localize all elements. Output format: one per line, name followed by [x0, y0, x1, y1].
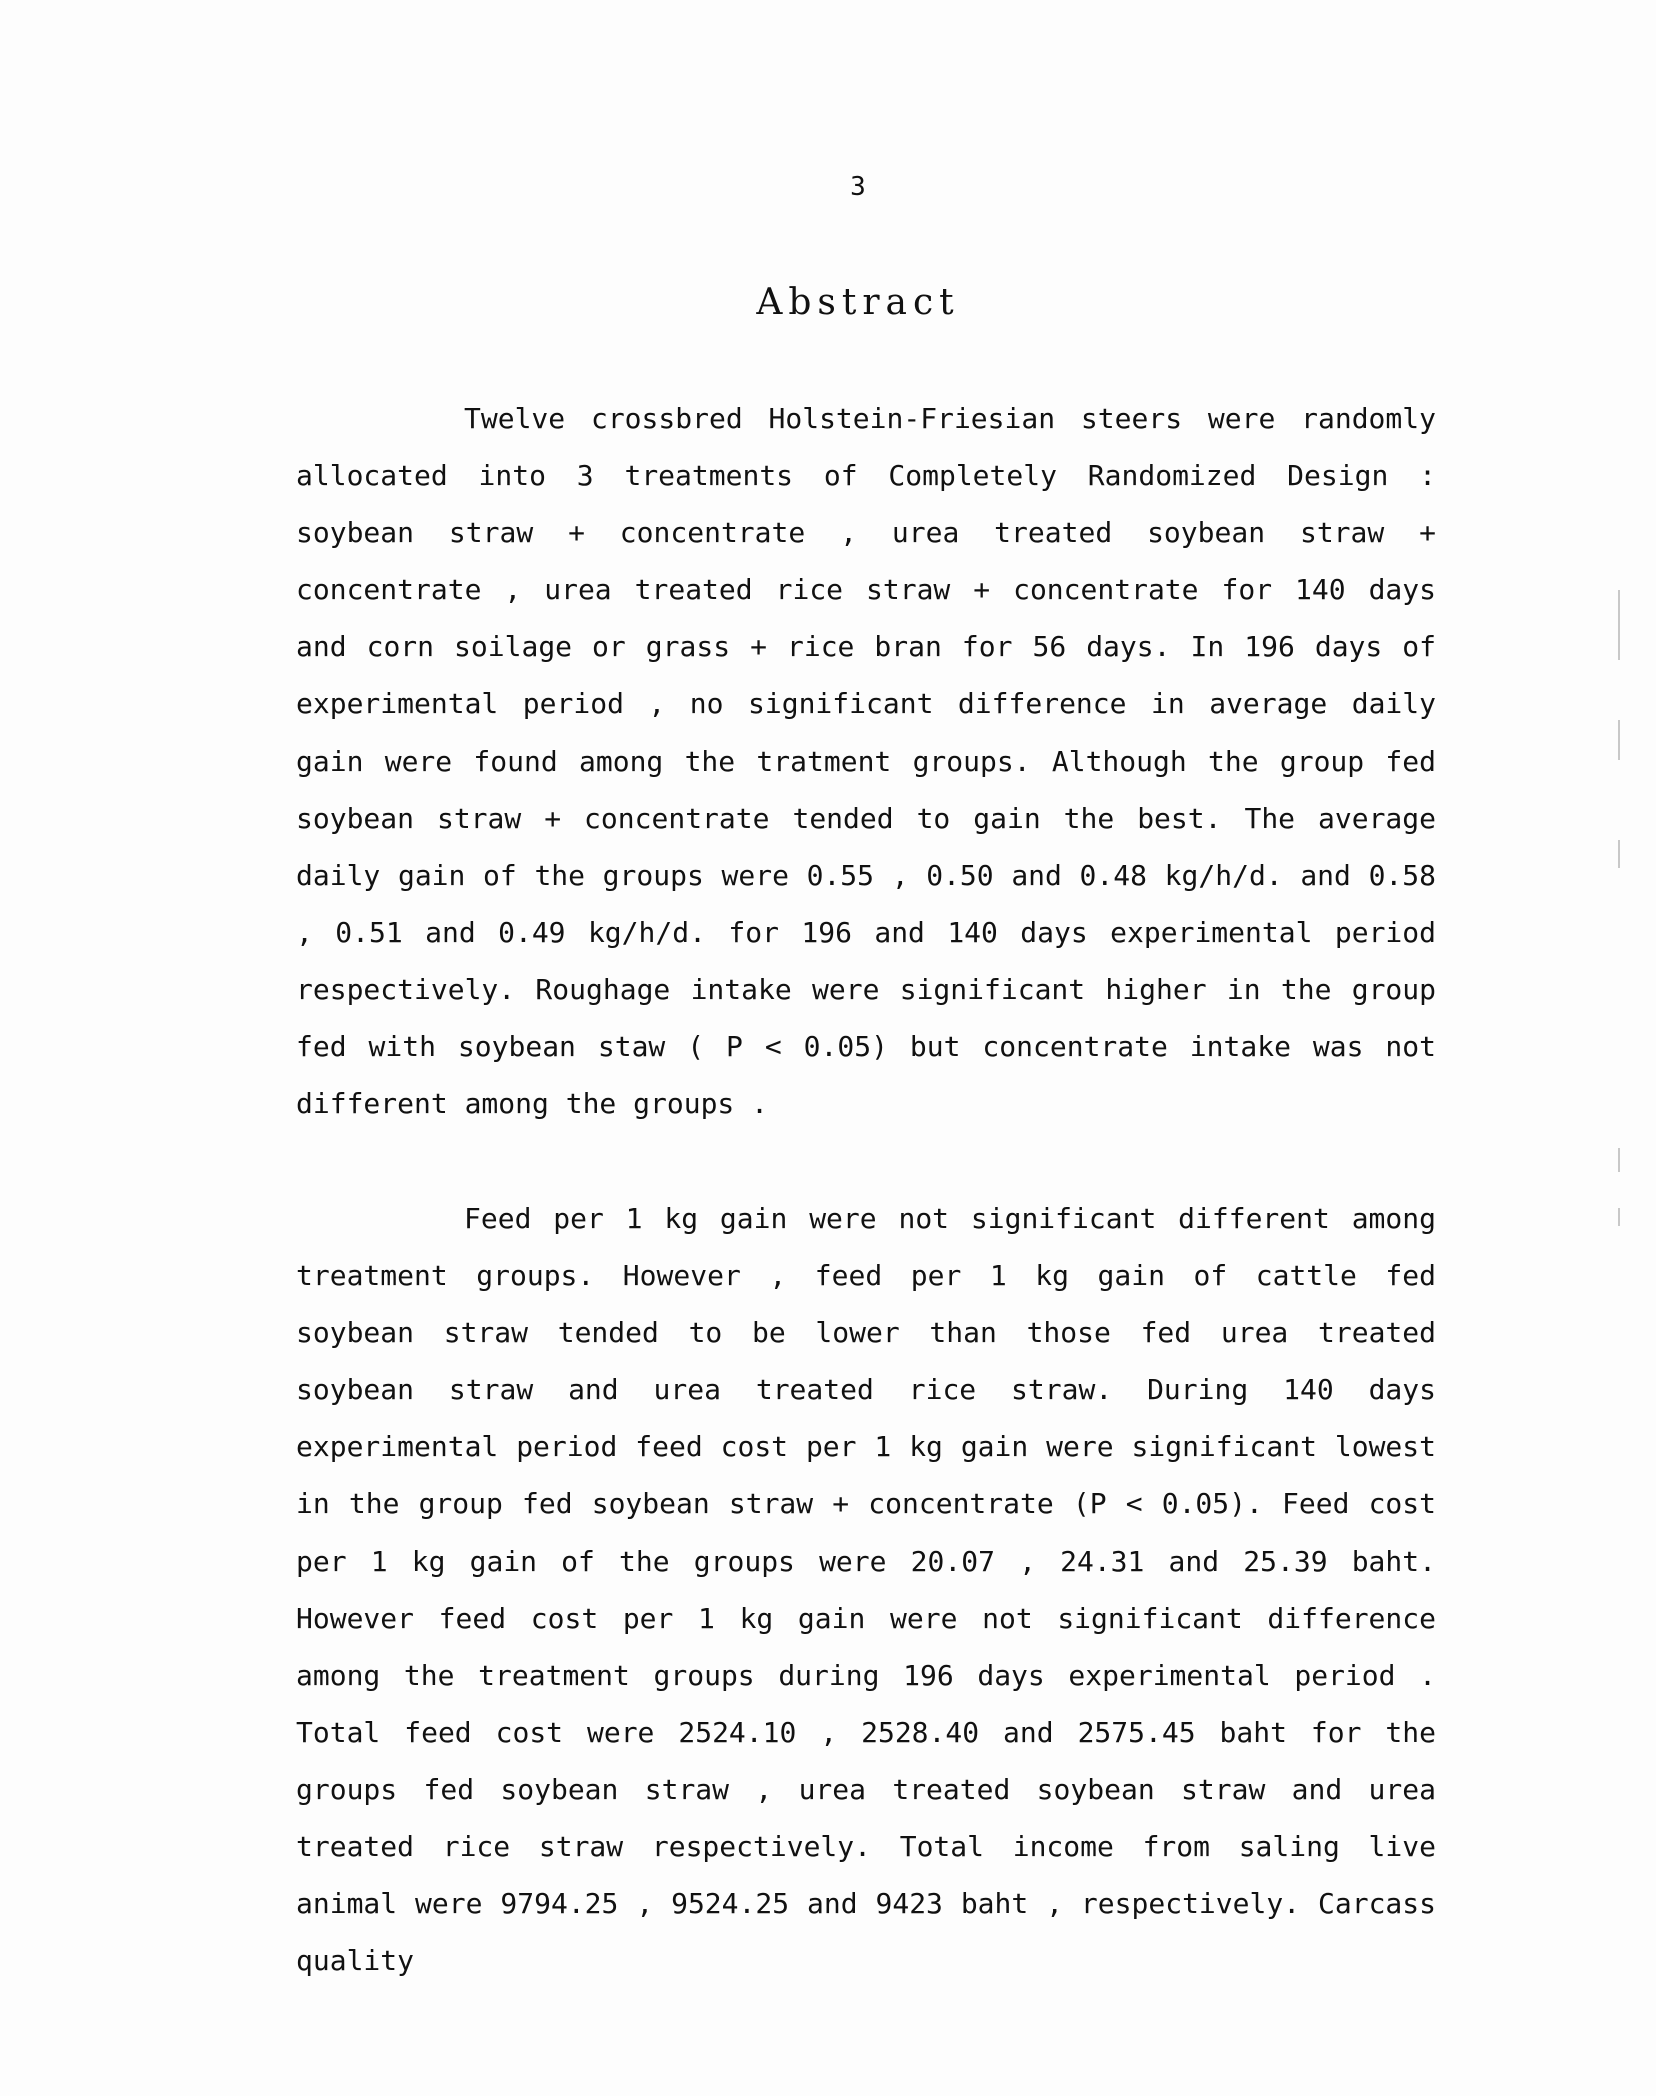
scan-margin-mark [1618, 720, 1620, 760]
abstract-paragraph-2: Feed per 1 kg gain were not significant different among treatment groups. However , feed per 1 kg gain of cattle fed soybean straw tended to be lower than those fed urea treated soybean straw and urea treated rice straw. During 140 days experimental period feed cost per 1 kg gain were significant lowest in the group fed soybean straw + concentrate (P < 0.05). Feed cost per 1 kg gain of the groups were 20.07 , 24.31 and 25.39 baht. However feed cost per 1 kg gain were not significant difference among the treatment groups during 196 days experimental period . Total feed cost were 2524.10 , 2528.40 and 2575.45 baht for the groups fed soybean straw , urea treated soybean straw and urea treated rice straw respectively. Total income from saling live animal were 9794.25 , 9524.25 and 9423 baht , respectively. Carcass quality [296, 1202, 1436, 1978]
abstract-paragraph-1: Twelve crossbred Holstein-Friesian steers were randomly allocated into 3 treatments of Completely Randomized Design : soybean straw + concentrate , urea treated soybean straw + concentrate , urea treated rice straw + concentrate for 140 days and corn soilage or grass + rice bran for 56 days. In 196 days of experimental period , no significant difference in average daily gain were found among the tratment groups. Although the group fed soybean straw + concentrate tended to gain the best. The average daily gain of the groups were 0.55 , 0.50 and 0.48 kg/h/d. and 0.58 , 0.51 and 0.49 kg/h/d. for 196 and 140 days experimental period respectively. Roughage intake were significant higher in the group fed with soybean staw ( P < 0.05) but concentrate intake was not different among the groups . [296, 402, 1436, 1121]
abstract-title: Abstract [756, 282, 960, 323]
scan-margin-mark [1618, 1208, 1620, 1226]
scan-margin-mark [1618, 590, 1620, 660]
page-number: 3 [850, 172, 866, 202]
scan-margin-mark [1618, 840, 1620, 868]
scan-margin-mark [1618, 1148, 1620, 1172]
